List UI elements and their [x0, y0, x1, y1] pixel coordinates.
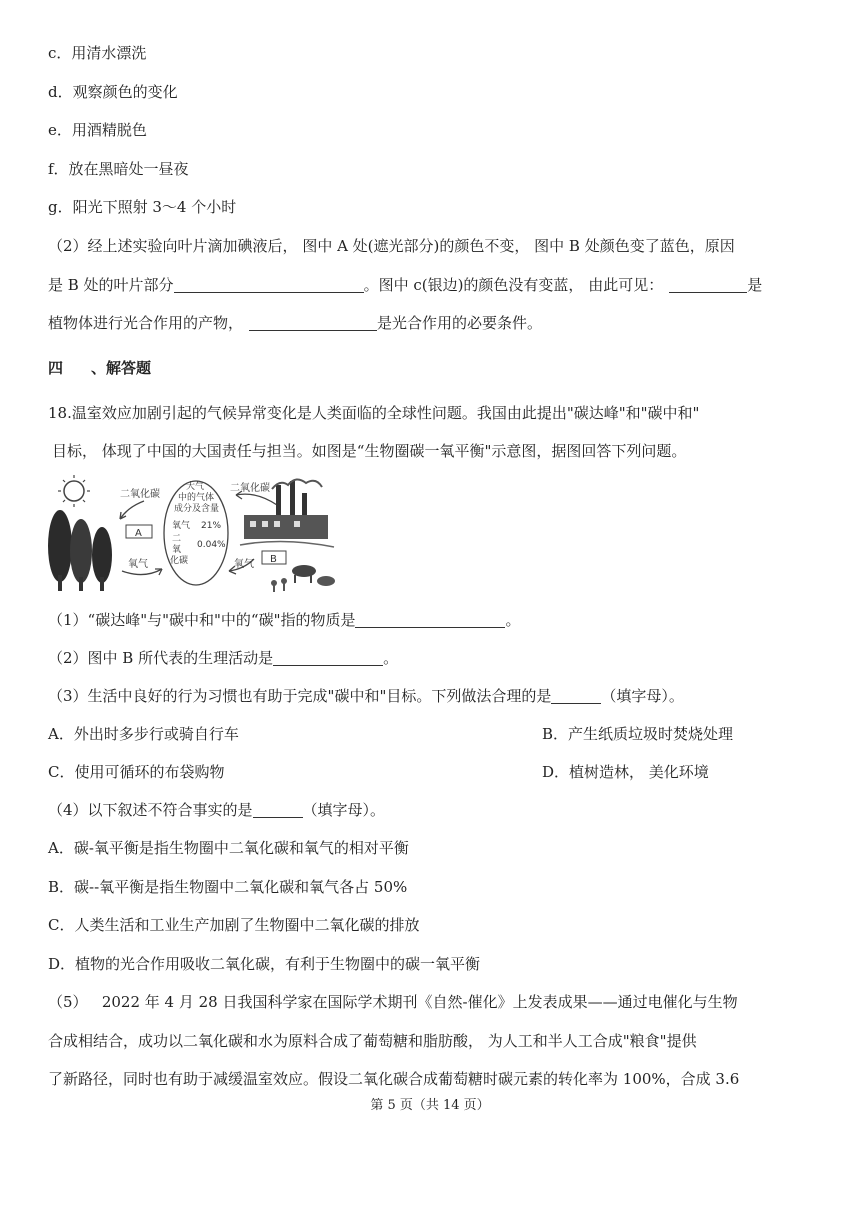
box-a-label: A: [135, 528, 142, 539]
step-e: e．用酒精脱色: [48, 121, 147, 139]
step-f: f．放在黑暗处一昼夜: [48, 160, 189, 178]
step-c: c．用清水漂洗: [48, 44, 147, 62]
option-4d: D．植物的光合作用吸收二氧化碳，有利于生物圈中的碳一氧平衡: [48, 955, 481, 973]
co2-label-2: 氧: [172, 545, 182, 555]
option-3b: B．产生纸质垃圾时焚烧处理: [542, 725, 734, 743]
section-heading: 四 、解答题: [48, 359, 152, 377]
co2-right-label: 二氧化碳: [230, 483, 270, 494]
option-3c: C．使用可循环的布袋购物: [48, 763, 225, 781]
answer-blank[interactable]: [273, 649, 383, 666]
q17-2-line2: 是 B 处的叶片部分 。图中 c(银边)的颜色没有变蓝， 由此可见： 是: [48, 276, 763, 294]
answer-blank[interactable]: [249, 314, 377, 331]
q18-5-line3: 了新路径，同时也有助于减缓温室效应。假设二氧化碳合成葡萄糖时碳元素的转化率为 100%，合成 3.6: [48, 1070, 740, 1088]
q17-2-line3: 植物体进行光合作用的产物， 是光合作用的必要条件。: [48, 314, 543, 332]
q18-intro-1: 18.温室效应加剧引起的气候异常变化是人类面临的全球性问题。我国由此提出"碳达峰"和"碳中和": [48, 404, 700, 422]
answer-blank[interactable]: [551, 687, 601, 704]
answer-blank[interactable]: [253, 801, 303, 818]
atmos-line2: 中的气体: [178, 493, 215, 503]
co2-value: 0.04%: [197, 540, 226, 550]
co2-label-1: 二: [172, 534, 182, 544]
q18-5-line2: 合成相结合，成功以二氧化碳和水为原料合成了葡萄糖和脂肪酸， 为人工和半人工合成"粮食"提供: [48, 1032, 697, 1050]
atmos-line3: 成分及含量: [174, 504, 220, 514]
option-4a: A．碳-氧平衡是指生物圈中二氧化碳和氧气的相对平衡: [48, 839, 409, 857]
oxygen-left-label: 氧气: [128, 559, 148, 570]
q18-intro-2: 目标， 体现了中国的大国责任与担当。如图是“生物圈碳一氧平衡"示意图，据图回答下列问题。: [52, 442, 687, 460]
page-footer: 第 5 页（共 14 页）: [370, 1098, 490, 1113]
option-4b: B．碳--氧平衡是指生物圈中二氧化碳和氧气各占 50%: [48, 878, 408, 896]
step-g: g．阳光下照射 3～4 个小时: [48, 198, 237, 216]
co2-label-3: 化碳: [170, 556, 189, 566]
box-b-label: B: [270, 554, 277, 565]
atmos-line1: 大气: [186, 482, 205, 492]
co2-left-label: 二氧化碳: [120, 489, 160, 500]
answer-blank[interactable]: [669, 276, 747, 293]
option-4c: C．人类生活和工业生产加剧了生物圈中二氧化碳的排放: [48, 916, 420, 934]
q18-4: （4）以下叙述不符合事实的是 （填字母）。: [48, 801, 386, 819]
option-3a: A．外出时多步行或骑自行车: [48, 725, 239, 743]
q18-1: （1）“碳达峰"与"碳中和"中的“碳"指的物质是 。: [48, 611, 521, 629]
o2-label: 氧气: [172, 521, 191, 531]
q18-5-line1: （5） 2022 年 4 月 28 日我国科学家在国际学术期刊《自然-催化》上发表成果——通过电催化与生物: [48, 993, 738, 1011]
o2-value: 21%: [201, 521, 222, 531]
step-d: d．观察颜色的变化: [48, 83, 178, 101]
q18-3: （3）生活中良好的行为习惯也有助于完成"碳中和"目标。下列做法合理的是 （填字母）。: [48, 687, 684, 705]
q17-2-line1: （2）经上述实验向叶片滴加碘液后， 图中 A 处(遮光部分)的颜色不变， 图中 B 处颜色变了蓝色，原因: [48, 237, 735, 255]
answer-blank[interactable]: [355, 611, 505, 628]
carbon-oxygen-diagram: [44, 471, 340, 593]
oxygen-right-label: 氧气: [234, 559, 254, 570]
q18-2: （2）图中 B 所代表的生理活动是 。: [48, 649, 399, 667]
answer-blank[interactable]: [174, 276, 364, 293]
option-3d: D．植树造林， 美化环境: [542, 763, 709, 781]
